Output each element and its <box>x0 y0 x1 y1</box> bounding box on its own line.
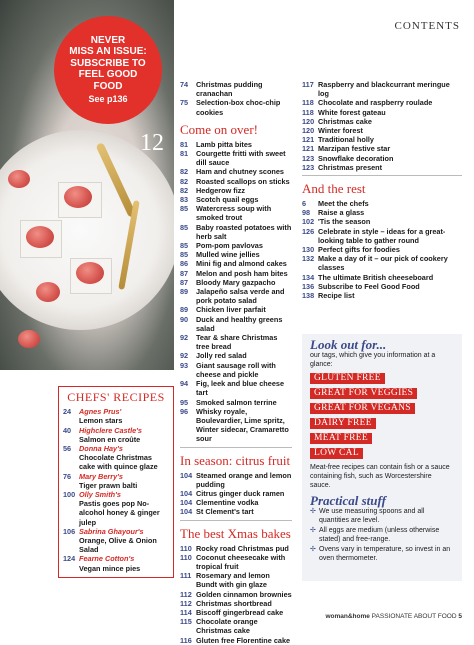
entry-title: Make a day of it – our pick of cookery classes <box>318 254 448 273</box>
page-number: 82 <box>180 167 189 177</box>
page-number: 110 <box>180 543 192 553</box>
contents-entry[interactable] <box>180 599 292 608</box>
entry-title: Gluten free Florentine cake <box>196 635 291 645</box>
badge-line: SUBSCRIBE TO <box>70 57 146 69</box>
contents-entry[interactable] <box>180 333 292 351</box>
contents-entry[interactable] <box>180 471 292 489</box>
page-number: 87 <box>180 268 189 278</box>
entry-title: Steamed orange and lemon pudding <box>196 470 292 489</box>
entry-title: Mini fig and almond cakes <box>196 259 287 269</box>
practical-text: We use measuring spoons and all quantities are level. <box>319 508 425 524</box>
footer-tagline: PASSIONATE ABOUT FOOD <box>371 613 457 620</box>
chef-recipe-text <box>79 554 169 572</box>
diet-tag: LOW CAL <box>310 448 363 459</box>
diet-tag: GREAT FOR VEGANS <box>310 403 415 414</box>
contents-entry[interactable] <box>180 351 292 360</box>
diet-tag: GREAT FOR VEGGIES <box>310 388 417 399</box>
look-out-title: Look out for... <box>310 337 387 352</box>
practical-item <box>310 526 454 544</box>
meat-free-note: Meat-free recipes can contain fish or a sauce containing fish, such as Worcestershire sauce. <box>310 464 450 489</box>
contents-entry[interactable] <box>302 108 462 117</box>
contents-entry[interactable] <box>180 223 292 241</box>
page-number: 85 <box>180 250 189 260</box>
page-number: 104 <box>180 507 193 517</box>
page-number: 104 <box>180 488 193 498</box>
diet-tag: MEAT FREE <box>310 433 372 444</box>
page-number: 40 <box>63 425 72 435</box>
entry-title: Whisky royale, Boulevardier, Lime spritz, Winter sidecar, Cramaretto sour <box>196 406 289 444</box>
photo-page-number: 12 <box>140 130 164 156</box>
contents-entry[interactable] <box>180 140 292 149</box>
contents-entry[interactable] <box>302 98 462 107</box>
page-number: 87 <box>180 277 189 287</box>
page-number: 85 <box>180 204 189 214</box>
entry-title: Citrus ginger duck ramen <box>196 488 285 498</box>
contents-entry[interactable] <box>302 135 462 144</box>
contents-entry[interactable] <box>180 544 292 553</box>
contents-entry[interactable] <box>180 590 292 599</box>
page-number: 95 <box>180 397 189 407</box>
contents-entry[interactable] <box>180 553 292 571</box>
entry-title: Courgette fritti with sweet dill sauce <box>196 149 286 168</box>
contents-entry[interactable] <box>302 245 462 254</box>
page-number: 98 <box>302 208 311 218</box>
page-number: 74 <box>180 80 189 89</box>
entry-title: Watercress soup with smoked trout <box>196 204 272 223</box>
entry-title: Smoked salmon terrine <box>196 397 277 407</box>
chef-recipe-text <box>79 407 169 425</box>
entry-title: Christmas present <box>318 162 383 172</box>
entry-title: Jolly red salad <box>196 351 247 361</box>
page-number: 134 <box>302 272 315 282</box>
chef-recipe-text <box>79 444 169 472</box>
recipe-title: Lemon stars <box>79 416 123 426</box>
chef-name: Sabrina Ghayour's <box>79 526 144 536</box>
contents-entry[interactable] <box>180 259 292 268</box>
chef-recipe-entry[interactable] <box>63 444 169 472</box>
chef-name: Olly Smith's <box>79 490 121 500</box>
diet-tag: DAIRY FREE <box>310 418 376 429</box>
contents-entry[interactable] <box>180 507 292 516</box>
contents-entry[interactable] <box>180 315 292 333</box>
page-number: 123 <box>302 162 315 172</box>
contents-entry[interactable] <box>180 489 292 498</box>
macaron <box>76 262 104 284</box>
page-number: 114 <box>180 607 192 617</box>
chef-name: Agnes Prus' <box>79 407 122 417</box>
page-number: 126 <box>302 226 315 236</box>
chef-name: Fearne Cotton's <box>79 554 135 564</box>
entry-title: Biscoff gingerbread cake <box>196 607 284 617</box>
contents-entry[interactable] <box>180 407 292 444</box>
page-number: 85 <box>180 241 189 251</box>
page-number: 85 <box>180 222 189 232</box>
entry-title: Traditional holly <box>318 135 374 145</box>
page-number: 115 <box>180 617 192 627</box>
contents-entry[interactable] <box>180 379 292 397</box>
page-number: 121 <box>302 144 315 154</box>
page-number: 124 <box>63 554 76 564</box>
chef-recipe-text <box>79 490 169 527</box>
section-title-citrus: In season: citrus fruit <box>180 452 291 468</box>
page-footer <box>325 613 462 620</box>
macaron <box>36 282 60 302</box>
entry-title: Duck and healthy greens salad <box>196 314 283 333</box>
page-number: 121 <box>302 135 315 145</box>
chef-recipe-entry[interactable] <box>63 527 169 555</box>
contents-entry[interactable] <box>180 305 292 314</box>
macaron <box>8 170 30 188</box>
page-number: 136 <box>302 281 315 291</box>
contents-entry[interactable] <box>302 254 462 272</box>
contents-entry[interactable] <box>180 204 292 222</box>
entry-title: Raspberry and blackcurrant meringue log <box>318 80 450 99</box>
page-number: 93 <box>180 360 189 370</box>
section-title-xmas-bakes: The best Xmas bakes <box>180 525 291 541</box>
contents-entry[interactable] <box>180 287 292 305</box>
page-number: 120 <box>302 126 315 136</box>
contents-entry[interactable] <box>180 195 292 204</box>
contents-entry[interactable] <box>302 217 462 226</box>
page-number: 123 <box>302 153 315 163</box>
footer-brand: woman&home <box>325 613 370 620</box>
entry-title: Meet the chefs <box>318 199 369 209</box>
contents-entry[interactable] <box>302 163 462 172</box>
entry-title: Pom-pom pavlovas <box>196 241 263 251</box>
divider <box>302 175 462 176</box>
entry-title: The ultimate British cheeseboard <box>318 272 434 282</box>
entry-title: Melon and posh ham bites <box>196 268 288 278</box>
entry-title: Coconut cheesecake with tropical fruit <box>196 552 286 571</box>
chef-recipe-text <box>79 527 169 555</box>
entry-title: Baby roasted potatoes with herb salt <box>196 222 292 241</box>
recipe-title: Vegan mince pies <box>79 563 141 573</box>
macaron <box>26 226 54 248</box>
look-out-intro: our tags, which give you information at a glance: <box>310 352 436 368</box>
page-number: 90 <box>180 314 189 324</box>
contents-entry[interactable] <box>180 571 292 589</box>
page-number: 6 <box>302 199 307 209</box>
contents-entry[interactable] <box>180 149 292 167</box>
badge-cta: See p136 <box>88 94 128 104</box>
entry-title: Recipe list <box>318 291 355 301</box>
chef-recipe-text <box>79 472 169 490</box>
entry-title: Chocolate orange Christmas cake <box>196 617 258 636</box>
contents-entry[interactable] <box>180 498 292 507</box>
entry-title: Chicken liver parfait <box>196 305 266 315</box>
contents-entry[interactable] <box>302 117 462 126</box>
entry-title: Fig, leek and blue cheese tart <box>196 379 285 398</box>
entry-title: St Clement's tart <box>196 507 254 517</box>
page-number: 111 <box>180 571 192 581</box>
contents-entry[interactable] <box>180 241 292 250</box>
page-number: 96 <box>180 406 189 416</box>
entry-title: Snowflake decoration <box>318 153 394 163</box>
contents-entry[interactable] <box>302 273 462 282</box>
chef-recipe-entry[interactable] <box>63 426 169 444</box>
page-number: 112 <box>180 589 192 599</box>
page-number: 120 <box>302 116 315 126</box>
entry-title: Mulled wine jellies <box>196 250 260 260</box>
section-title-the-rest: And the rest <box>302 181 366 197</box>
page-number: 56 <box>63 444 72 454</box>
bullet-icon: ✢ <box>310 527 316 534</box>
page-number: 138 <box>302 291 315 301</box>
contents-entry[interactable] <box>180 98 292 116</box>
contents-entry[interactable] <box>180 186 292 195</box>
entry-title: Hedgerow fizz <box>196 185 246 195</box>
contents-entry[interactable] <box>302 126 462 135</box>
contents-column-2 <box>180 80 292 645</box>
chef-recipe-text <box>79 426 169 444</box>
entry-title: Raise a glass <box>318 208 365 218</box>
entry-title: Giant sausage roll with cheese and pickle <box>196 360 276 379</box>
recipe-title: Chocolate Christmas cake with quince glaze <box>79 453 158 472</box>
entry-title: Rocky road Christmas pud <box>196 543 289 553</box>
contents-entry[interactable] <box>180 398 292 407</box>
page-number: 89 <box>180 305 189 315</box>
entry-title: Celebrate in style – ideas for a great-looking table to gather round <box>318 226 446 245</box>
badge-line: MISS AN ISSUE: <box>69 46 147 57</box>
practical-text: All eggs are medium (unless otherwise stated) and free-range. <box>319 527 440 543</box>
recipe-title: Tiger prawn balti <box>79 480 138 490</box>
entry-title: Winter forest <box>318 126 363 136</box>
recipe-title: Pastis goes pop No-alcohol honey & ginger julep <box>79 499 160 527</box>
badge-line: NEVER <box>90 34 126 46</box>
diet-tag: GLUTEN FREE <box>310 373 385 384</box>
chef-recipe-entry[interactable] <box>63 490 169 527</box>
contents-entry[interactable] <box>302 154 462 163</box>
footer-page-number: 5 <box>458 613 462 620</box>
page-number: 92 <box>180 351 189 361</box>
chef-recipe-entry[interactable] <box>63 472 169 490</box>
chefs-recipes-title: CHEFS' RECIPES <box>67 390 165 404</box>
entry-title: Scotch quail eggs <box>196 195 259 205</box>
entry-title: Christmas shortbread <box>196 598 272 608</box>
contents-entry[interactable] <box>180 269 292 278</box>
page-number: 82 <box>180 185 189 195</box>
recipe-title: Salmon en croûte <box>79 434 141 444</box>
contents-entry[interactable] <box>180 636 292 645</box>
divider <box>180 447 292 448</box>
page-number: 116 <box>180 635 192 645</box>
entry-title: Ham and chutney scones <box>196 167 284 177</box>
chefs-recipes-box <box>58 386 174 578</box>
entry-title: Lamb pitta bites <box>196 139 252 149</box>
page-number: 92 <box>180 333 189 343</box>
contents-entry[interactable] <box>180 278 292 287</box>
contents-entry[interactable] <box>302 291 462 300</box>
look-out-for-panel <box>302 334 462 581</box>
chef-name: Donna Hay's <box>79 444 123 454</box>
entry-title: Selection-box choc-chip cookies <box>196 98 281 117</box>
practical-item <box>310 507 454 525</box>
contents-column-3 <box>302 80 462 300</box>
entry-title: Christmas pudding cranachan <box>196 80 263 99</box>
subscribe-badge[interactable] <box>54 16 162 124</box>
page-number: 130 <box>302 245 315 255</box>
badge-line: FEEL GOOD <box>78 69 138 80</box>
entry-title: Perfect gifts for foodies <box>318 245 400 255</box>
entry-title: Roasted scallops on sticks <box>196 176 290 186</box>
practical-item <box>310 545 454 563</box>
page-number: 112 <box>180 598 192 608</box>
page-number: 102 <box>302 217 315 227</box>
contents-entry[interactable] <box>302 80 462 98</box>
badge-line: FOOD <box>93 80 123 92</box>
contents-entry[interactable] <box>180 608 292 617</box>
contents-entry[interactable] <box>180 250 292 259</box>
bullet-icon: ✢ <box>310 546 316 553</box>
page-number: 81 <box>180 139 189 149</box>
entry-title: Clementine vodka <box>196 498 259 508</box>
entry-title: Subscribe to Feel Good Food <box>318 281 420 291</box>
contents-entry[interactable] <box>302 282 462 291</box>
page-number: 83 <box>180 195 189 205</box>
section-title-come-on-over: Come on over! <box>180 121 258 137</box>
page-number: 75 <box>180 98 189 108</box>
contents-entry[interactable] <box>180 617 292 635</box>
page-number: 81 <box>180 149 189 159</box>
bullet-icon: ✢ <box>310 508 316 515</box>
page-number: 76 <box>63 471 72 481</box>
chef-name: Highclere Castle's <box>79 425 142 435</box>
page-number: 118 <box>302 107 314 117</box>
page-number: 106 <box>63 526 76 536</box>
page-number: 82 <box>180 176 189 186</box>
macaron <box>18 330 40 348</box>
page-number: 110 <box>180 552 192 562</box>
chef-name: Mary Berry's <box>79 471 123 481</box>
entry-title: Marzipan festive star <box>318 144 391 154</box>
page-number: 104 <box>180 470 193 480</box>
contents-entry[interactable] <box>180 167 292 176</box>
chef-recipe-entry[interactable] <box>63 407 169 425</box>
page-number: 100 <box>63 490 76 500</box>
macaron <box>64 186 92 208</box>
page-number: 86 <box>180 259 189 269</box>
page-number: 132 <box>302 254 315 264</box>
page-number: 94 <box>180 379 189 389</box>
page-number: 117 <box>302 80 314 89</box>
contents-entry[interactable] <box>180 177 292 186</box>
entry-title: Tear & share Christmas tree bread <box>196 333 278 352</box>
entry-title: Rosemary and lemon Bundt with gin glaze <box>196 571 270 590</box>
section-header: CONTENTS <box>394 20 460 32</box>
contents-entry[interactable] <box>302 227 462 245</box>
chef-recipe-entry[interactable] <box>63 554 169 572</box>
page-number: 118 <box>302 98 314 108</box>
page-number: 24 <box>63 407 72 417</box>
entry-title: White forest gateau <box>318 107 386 117</box>
page-number: 104 <box>180 498 193 508</box>
entry-title: Chocolate and raspberry roulade <box>318 98 433 108</box>
entry-title: Bloody Mary gazpacho <box>196 277 276 287</box>
recipe-title: Orange, Olive & Onion Salad <box>79 536 157 555</box>
page-number: 89 <box>180 287 189 297</box>
practical-text: Ovens vary in temperature, so invest in an oven thermometer. <box>319 546 451 562</box>
entry-title: Golden cinnamon brownies <box>196 589 292 599</box>
entry-title: 'Tis the season <box>318 217 371 227</box>
entry-title: Jalapeño salsa verde and pork potato salad <box>196 287 285 306</box>
entry-title: Christmas cake <box>318 116 372 126</box>
practical-stuff-title: Practical stuff <box>310 493 386 508</box>
divider <box>180 520 292 521</box>
contents-entry[interactable] <box>302 208 462 217</box>
contents-entry[interactable] <box>302 199 462 208</box>
contents-entry[interactable] <box>302 144 462 153</box>
contents-entry[interactable] <box>180 80 292 98</box>
contents-entry[interactable] <box>180 361 292 379</box>
